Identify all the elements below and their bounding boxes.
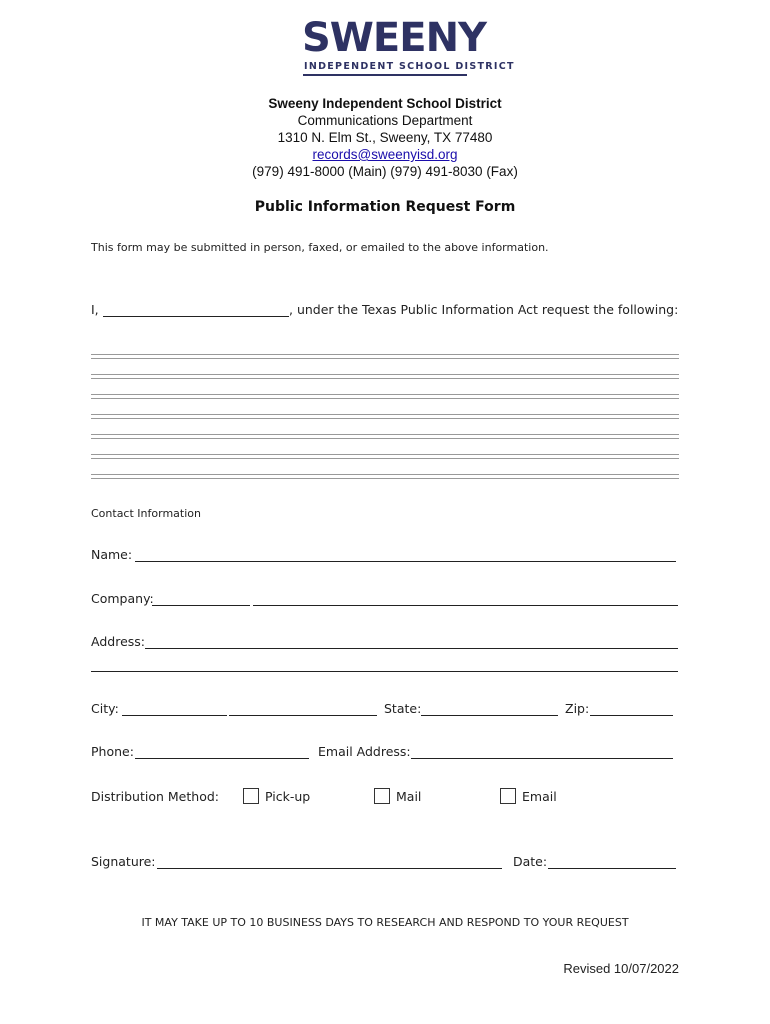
mail-label: Mail	[396, 789, 422, 804]
company-label: Company:	[91, 591, 154, 606]
city-label: City:	[91, 701, 119, 716]
company-field-part-1[interactable]	[152, 605, 250, 606]
request-line-1[interactable]	[91, 354, 679, 359]
request-line-5[interactable]	[91, 434, 679, 439]
email-line	[0, 146, 770, 163]
signature-field[interactable]	[157, 868, 502, 869]
instructions: This form may be submitted in person, faxed, or emailed to the above information.	[91, 241, 549, 254]
requester-name-field[interactable]	[103, 316, 289, 317]
company-field-part-2[interactable]	[253, 605, 678, 606]
date-label: Date:	[513, 854, 548, 869]
phone-label: Phone:	[91, 744, 134, 759]
request-line-3[interactable]	[91, 394, 679, 399]
request-line-6[interactable]	[91, 454, 679, 459]
logo-wordmark: SWEENY	[302, 15, 487, 61]
email-label: Email Address:	[318, 744, 411, 759]
phone-numbers: (979) 491-8000 (Main) (979) 491-8030 (Fax)	[252, 164, 518, 179]
department: Communications Department	[297, 113, 473, 128]
state-field[interactable]	[421, 715, 558, 716]
email-option-label: Email	[522, 789, 557, 804]
distribution-label: Distribution Method:	[91, 789, 219, 804]
response-notice: IT MAY TAKE UP TO 10 BUSINESS DAYS TO RESEARCH AND RESPOND TO YOUR REQUEST	[141, 916, 629, 929]
request-line-4[interactable]	[91, 414, 679, 419]
form-title: Public Information Request Form	[254, 199, 516, 215]
logo-subtitle: INDEPENDENT SCHOOL DISTRICT	[304, 61, 515, 72]
logo-rule	[303, 74, 467, 76]
city-field-part-1[interactable]	[122, 715, 227, 716]
address-field-line-2[interactable]	[91, 671, 678, 672]
signature-label: Signature:	[91, 854, 156, 869]
address-field[interactable]	[145, 648, 678, 649]
request-prefix: I,	[91, 302, 99, 317]
pickup-label: Pick-up	[265, 789, 311, 804]
request-line-2[interactable]	[91, 374, 679, 379]
phone-field[interactable]	[135, 758, 309, 759]
state-label: State:	[384, 701, 422, 716]
mail-checkbox[interactable]	[374, 788, 390, 804]
email-link[interactable]: records@sweenyisd.org	[312, 147, 458, 162]
zip-label: Zip:	[565, 701, 590, 716]
email-field[interactable]	[411, 758, 673, 759]
request-line-7[interactable]	[91, 474, 679, 479]
zip-field[interactable]	[590, 715, 673, 716]
district-logo	[300, 15, 515, 76]
org-name: Sweeny Independent School District	[268, 96, 502, 111]
address: 1310 N. Elm St., Sweeny, TX 77480	[277, 130, 493, 145]
request-suffix: , under the Texas Public Information Act request the following:	[289, 302, 679, 317]
name-field[interactable]	[135, 561, 676, 562]
email-checkbox[interactable]	[500, 788, 516, 804]
revision-date: Revised 10/07/2022	[563, 961, 679, 976]
address-label: Address:	[91, 634, 145, 649]
date-field[interactable]	[548, 868, 676, 869]
contact-heading: Contact Information	[91, 507, 201, 520]
name-label: Name:	[91, 547, 133, 562]
city-field-part-2[interactable]	[229, 715, 377, 716]
pickup-checkbox[interactable]	[243, 788, 259, 804]
